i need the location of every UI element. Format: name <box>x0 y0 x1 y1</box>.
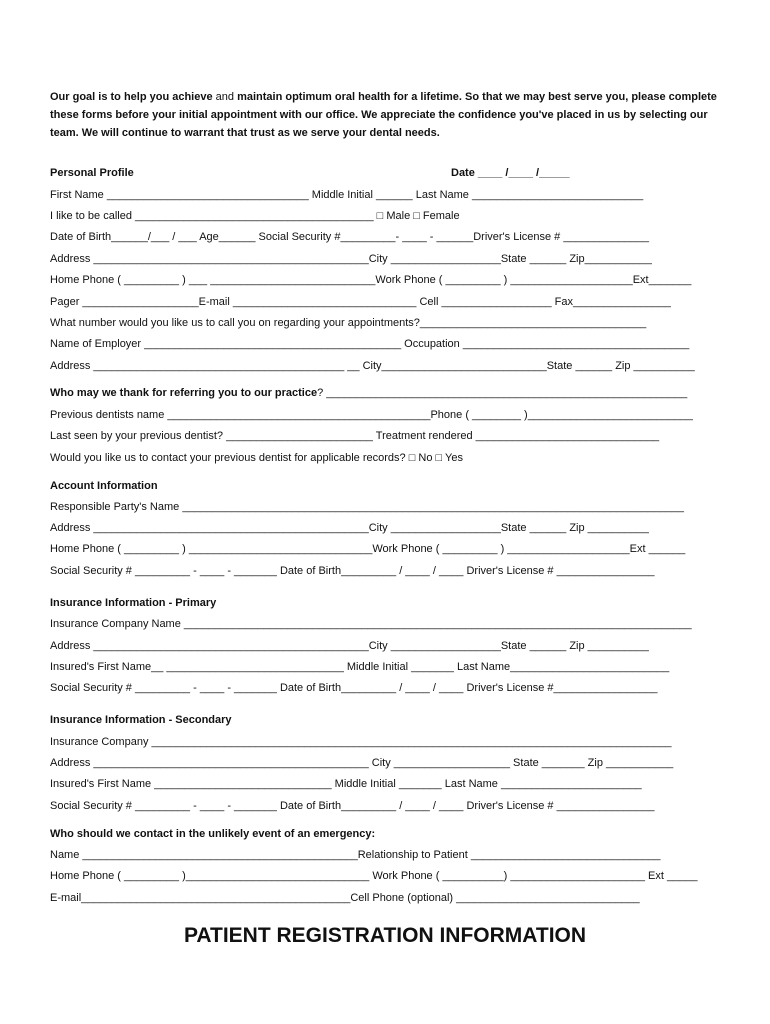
date-of-birth-row[interactable]: Date of Birth______/___ / ___ Age______ Social Security #_________- ____ - ______Driver's License # ______________ <box>50 231 649 243</box>
responsible-party-row[interactable]: Responsible Party's Name __________________________________________________________________________________ <box>50 501 684 513</box>
personal-profile-heading: Personal Profile <box>50 167 134 179</box>
intro-part-3: maintain optimum oral health for a lifetime. So that we may best serve you, please complete these forms before your initial appointment with our office. We appreciate the confidence you've placed in us by selecting our team. We will continue to warrant that trust as we serve your dental needs. <box>50 91 717 139</box>
page-title: PATIENT REGISTRATION INFORMATION <box>183 924 587 947</box>
last-seen-row[interactable]: Last seen by your previous dentist? ________________________ Treatment rendered ______________________________ <box>50 430 660 442</box>
primary-address-row[interactable]: Address _____________________________________________City __________________State ______ Zip __________ <box>50 640 649 652</box>
previous-dentist-row[interactable]: Previous dentists name ___________________________________________Phone ( ________ )___________________________ <box>50 409 693 421</box>
primary-company-row[interactable]: Insurance Company Name ___________________________________________________________________________________ <box>50 618 692 630</box>
primary-insurance-heading: Insurance Information - Primary <box>50 597 217 609</box>
phone-row[interactable]: Home Phone ( _________ ) ___ ___________________________Work Phone ( _________ ) ____________________Ext_______ <box>50 274 692 286</box>
referral-row[interactable] <box>50 387 718 399</box>
intro-part-2: and <box>212 91 238 103</box>
address-row[interactable]: Address _____________________________________________City __________________State ______ Zip___________ <box>50 253 652 265</box>
emergency-phone-row[interactable]: Home Phone ( _________ )______________________________ Work Phone ( __________) ______________________ Ext _____ <box>50 870 698 882</box>
intro-part-1: Our goal is to help you achieve <box>50 91 213 103</box>
emergency-heading: Who should we contact in the unlikely event of an emergency: <box>50 828 376 840</box>
employer-row[interactable]: Name of Employer __________________________________________ Occupation _____________________________________ <box>50 338 690 350</box>
primary-ssn-row[interactable]: Social Security # _________ - ____ - _______ Date of Birth_________ / ____ / ____ Driver's License #_________________ <box>50 682 658 694</box>
emergency-name-row[interactable]: Name _____________________________________________Relationship to Patient _______________________________ <box>50 849 661 861</box>
pager-email-row[interactable]: Pager ___________________E-mail ______________________________ Cell __________________ Fax________________ <box>50 296 671 308</box>
contact-previous-dentist-row[interactable]: Would you like us to contact your previous dentist for applicable records? □ No □ Yes <box>50 452 463 464</box>
preferred-number-row[interactable]: What number would you like us to call you on regarding your appointments?_____________________________________ <box>50 317 647 329</box>
secondary-address-row[interactable]: Address _____________________________________________ City ___________________ State _______ Zip ___________ <box>50 757 674 769</box>
first-name-row[interactable]: First Name _________________________________ Middle Initial ______ Last Name ____________________________ <box>50 189 644 201</box>
employer-address-row[interactable]: Address _________________________________________ __ City___________________________State ______ Zip __________ <box>50 360 695 372</box>
referral-blank[interactable]: ? ___________________________________________________________ <box>317 387 688 399</box>
account-ssn-row[interactable]: Social Security # _________ - ____ - _______ Date of Birth_________ / ____ / ____ Driver's License # ________________ <box>50 565 655 577</box>
secondary-insured-name-row[interactable]: Insured's First Name _____________________________ Middle Initial _______ Last Name _______________________ <box>50 778 642 790</box>
secondary-ssn-row[interactable]: Social Security # _________ - ____ - _______ Date of Birth_________ / ____ / ____ Driver's License # ________________ <box>50 800 655 812</box>
secondary-insurance-heading: Insurance Information - Secondary <box>50 714 232 726</box>
preferred-name-row[interactable]: I like to be called _______________________________________ □ Male □ Female <box>50 210 460 222</box>
account-information-heading: Account Information <box>50 480 158 492</box>
referral-heading: Who may we thank for referring you to our practice <box>50 387 318 399</box>
account-phone-row[interactable]: Home Phone ( _________ ) ______________________________Work Phone ( _________ ) ____________________Ext ______ <box>50 543 686 555</box>
primary-insured-name-row[interactable]: Insured's First Name__ _____________________________ Middle Initial _______ Last Name__________________________ <box>50 661 670 673</box>
emergency-email-row[interactable]: E-mail____________________________________________Cell Phone (optional) ______________________________ <box>50 892 640 904</box>
secondary-company-row[interactable]: Insurance Company _____________________________________________________________________________________ <box>50 736 672 748</box>
account-address-row[interactable]: Address _____________________________________________City __________________State ______ Zip __________ <box>50 522 649 534</box>
date-field[interactable]: Date ____ /____ /_____ <box>451 167 570 179</box>
intro-paragraph <box>50 88 718 142</box>
